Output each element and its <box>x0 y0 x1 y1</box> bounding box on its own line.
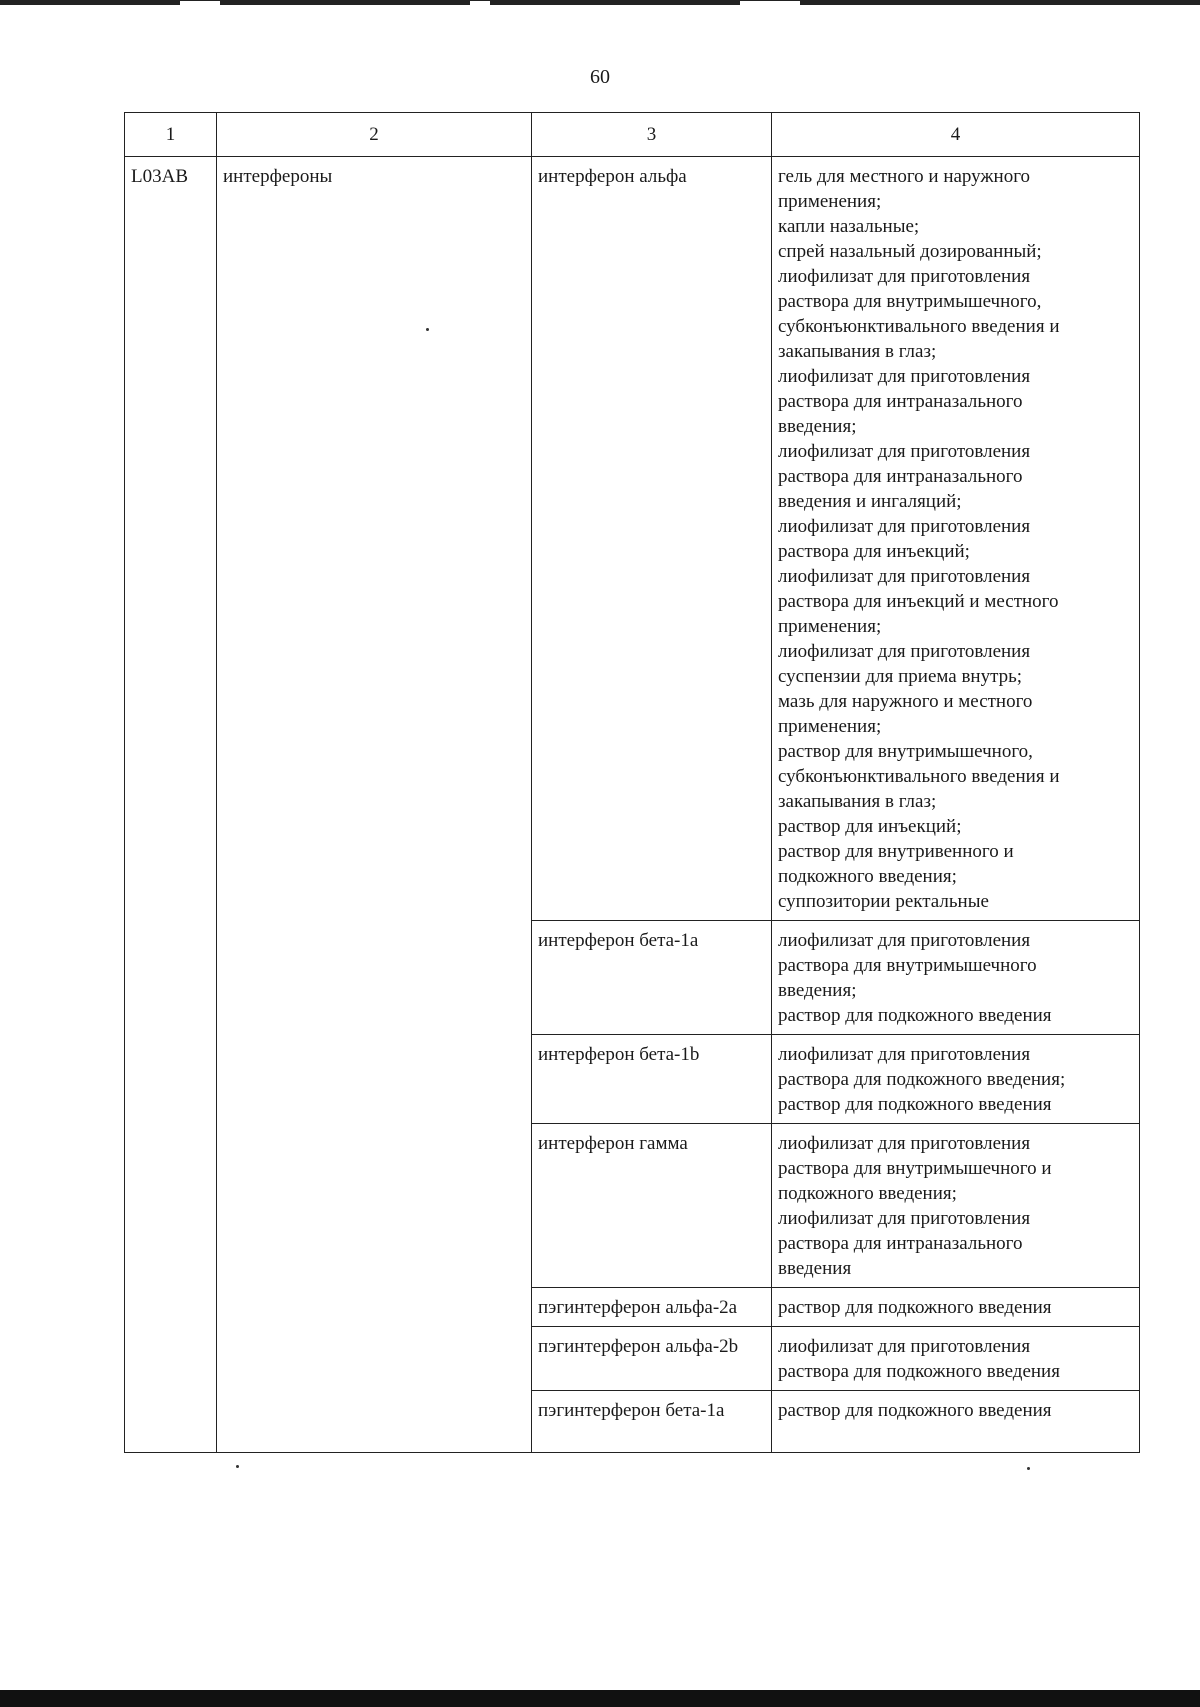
dosage-form-line: применения; <box>778 716 882 737</box>
drug-name-cell <box>532 1035 772 1124</box>
drug-name: пэгинтерферон бета-1a <box>538 1400 725 1421</box>
dosage-form-line: раствора для внутримышечного, <box>778 291 1042 312</box>
dosage-form-line: лиофилизат для приготовления <box>778 516 1031 537</box>
dosage-form-line: лиофилизат для приготовления <box>778 1133 1031 1154</box>
dosage-form-line: введения; <box>778 980 857 1001</box>
dosage-forms-cell <box>772 921 1140 1035</box>
dosage-form-line: раствора для внутримышечного <box>778 955 1037 976</box>
column-header: 4 <box>772 113 1140 157</box>
dosage-form-line: раствора для интраназального <box>778 391 1023 412</box>
dosage-forms-cell <box>772 1035 1140 1124</box>
dosage-form-line: раствора для интраназального <box>778 1233 1023 1254</box>
scan-artifact <box>470 1 490 5</box>
dosage-forms-cell <box>772 1124 1140 1288</box>
drug-name: пэгинтерферон альфа-2a <box>538 1297 738 1318</box>
atc-code-cell <box>125 157 217 1453</box>
group-name-cell <box>217 157 532 1453</box>
dosage-form-line: раствор для подкожного введения <box>778 1094 1052 1115</box>
drug-name-cell <box>532 1327 772 1391</box>
drug-name-cell <box>532 1391 772 1453</box>
dosage-form-line: субконъюнктивального введения и <box>778 316 1060 337</box>
dosage-forms-cell <box>772 1327 1140 1391</box>
dosage-forms-cell <box>772 1391 1140 1453</box>
dosage-form-line: раствор для внутривенного и <box>778 841 1014 862</box>
drug-name: интерферон бета-1a <box>538 930 699 951</box>
dosage-form-line: раствор для подкожного введения <box>778 1297 1052 1318</box>
dosage-form-line: мазь для наружного и местного <box>778 691 1033 712</box>
dosage-forms-cell <box>772 157 1140 921</box>
dosage-form-line: введения; <box>778 416 857 437</box>
dosage-form-line: подкожного введения; <box>778 866 957 887</box>
dosage-form-line: суппозитории ректальные <box>778 891 989 912</box>
dosage-form-line: применения; <box>778 191 882 212</box>
dosage-form-line: лиофилизат для приготовления <box>778 930 1031 951</box>
page-number: 60 <box>590 66 610 88</box>
column-header: 3 <box>532 113 772 157</box>
scan-bottom-border <box>0 1690 1200 1707</box>
dosage-form-line: раствора для инъекций; <box>778 541 970 562</box>
dosage-form-line: лиофилизат для приготовления <box>778 1208 1031 1229</box>
dosage-form-line: раствор для подкожного введения <box>778 1005 1052 1026</box>
dosage-form-line: раствора для интраназального <box>778 466 1023 487</box>
drug-name-cell <box>532 157 772 921</box>
dosage-form-line: применения; <box>778 616 882 637</box>
drug-table <box>124 112 1140 1453</box>
dosage-form-line: суспензии для приема внутрь; <box>778 666 1023 687</box>
group-name: интерфероны <box>223 166 333 187</box>
dosage-form-line: лиофилизат для приготовления <box>778 441 1031 462</box>
column-header: 1 <box>125 113 217 157</box>
dosage-form-line: раствор для внутримышечного, <box>778 741 1033 762</box>
dosage-form-line: введения <box>778 1258 852 1279</box>
dosage-form-line: лиофилизат для приготовления <box>778 1044 1031 1065</box>
scan-artifact <box>740 1 800 5</box>
dosage-form-line: введения и ингаляций; <box>778 491 962 512</box>
dosage-form-line: раствора для внутримышечного и <box>778 1158 1052 1179</box>
dosage-form-line: субконъюнктивального введения и <box>778 766 1060 787</box>
dosage-form-line: закапывания в глаз; <box>778 791 937 812</box>
dosage-form-line: капли назальные; <box>778 216 920 237</box>
scan-speck <box>426 328 429 331</box>
dosage-form-line: раствор для инъекций; <box>778 816 962 837</box>
dosage-form-line: подкожного введения; <box>778 1183 957 1204</box>
dosage-form-line: лиофилизат для приготовления <box>778 366 1031 387</box>
drug-name-cell <box>532 1288 772 1327</box>
dosage-form-line: раствор для подкожного введения <box>778 1400 1052 1421</box>
table-row <box>125 157 1140 921</box>
drug-name-cell <box>532 1124 772 1288</box>
scan-speck <box>236 1465 239 1468</box>
scan-speck <box>1027 1467 1030 1470</box>
dosage-forms-cell <box>772 1288 1140 1327</box>
dosage-form-line: лиофилизат для приготовления <box>778 266 1031 287</box>
drug-name: интерферон бета-1b <box>538 1044 700 1065</box>
table-header-row <box>125 113 1140 157</box>
drug-name-cell <box>532 921 772 1035</box>
dosage-form-line: раствора для подкожного введения; <box>778 1069 1066 1090</box>
dosage-form-line: спрей назальный дозированный; <box>778 241 1042 262</box>
dosage-form-line: гель для местного и наружного <box>778 166 1031 187</box>
dosage-form-line: раствора для инъекций и местного <box>778 591 1059 612</box>
drug-name: пэгинтерферон альфа-2b <box>538 1336 739 1357</box>
column-header: 2 <box>217 113 532 157</box>
drug-name: интерферон альфа <box>538 166 687 187</box>
drug-name: интерферон гамма <box>538 1133 688 1154</box>
dosage-form-line: закапывания в глаз; <box>778 341 937 362</box>
dosage-form-line: лиофилизат для приготовления <box>778 641 1031 662</box>
scan-artifact <box>180 1 220 5</box>
dosage-form-line: раствора для подкожного введения <box>778 1361 1060 1382</box>
atc-code: L03AB <box>131 166 188 187</box>
dosage-form-line: лиофилизат для приготовления <box>778 1336 1031 1357</box>
dosage-form-line: лиофилизат для приготовления <box>778 566 1031 587</box>
